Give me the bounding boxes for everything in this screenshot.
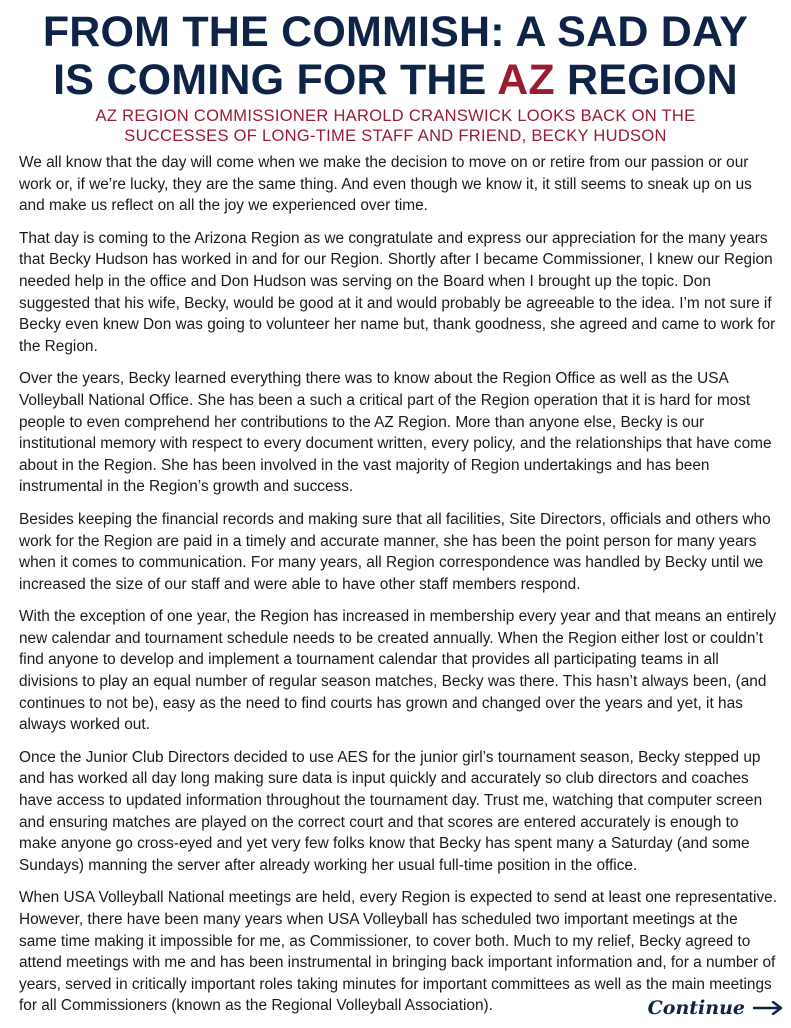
paragraph-2: That day is coming to the Arizona Region as we congratulate and express our appreciation for the many years that Becky Hudson has worked in and for our Region. Shortly after I became Commissioner, I knew our Region needed help in the office and Don Hudson was serving on the Board when I brought up the topic. Don suggested that his wife, Becky, would be good at it and would probably be agreeable to the idea. I’m not sure if Becky even knew Don was going to volunteer her name but, thank goodness, she agreed and came to work for the Region. xyxy=(19,229,776,355)
right-arrow-icon xyxy=(753,1001,783,1015)
title-line-1: FROM THE COMMISH: A SAD DAY xyxy=(42,8,749,56)
paragraph-7: When USA Volleyball National meetings are held, every Region is expected to send at least one representative. However, there have been many years when USA Volleyball has scheduled two important meetings at the same time making it impossible for me, as Commissioner, to cover both. Much to my relief, Becky agreed to attend meetings with me and has been instrumental in bringing back important information and, for a number of years, served in critically important roles taking minutes for important committees as well as the main meetings for all Commissioners (known as the Regional Volleyball Association). xyxy=(19,889,778,1015)
paragraph-3: Over the years, Becky learned everything there was to know about the Region Office as well as the USA Volleyball National Office. She has been a such a critical part of the Region operation that it is hard for most people to even comprehend her contributions to the AZ Region. More than anyone else, Becky is our institutional memory with respect to every document written, every policy, and the relationships that have come about in the Region. She has been involved in the vast majority of Region undertakings and has been instrumental in the Region’s growth and success. xyxy=(19,370,772,496)
subtitle-line-2: SUCCESSES OF LONG-TIME STAFF AND FRIEND, BECKY HUDSON xyxy=(124,127,667,145)
paragraph-5: With the exception of one year, the Region has increased in membership every year and that means an entirely new calendar and tournament schedule needs to be created annually. When the Region either lost or couldn’t find anyone to develop and implement a tournament calendar that provides all participating teams in all divisions to play an equal number of regular season matches, Becky was there. This hasn’t always been, (and continues to not be), easy as the need to find courts has grown and changed over the years and yet, it has always worked out. xyxy=(19,608,777,734)
paragraph-1: We all know that the day will come when we make the decision to move on or retire from our passion or our work or, if we’re lucky, they are the same thing. And even though we know it, it still seems to sneak up on us and make us reflect on all the joy we experienced over time. xyxy=(19,154,752,215)
paragraph-6: Once the Junior Club Directors decided to use AES for the junior girl’s tournament season, Becky stepped up and has worked all day long making sure data is input quickly and accurately so club directors and coaches have access to updated information throughout the tournament day. Trust me, watching that computer screen and ensuring matches are played on the correct court and that scores are entered accurately is enough to make anyone go cross-eyed and yet very few folks know that Becky has spent many a Saturday (and some Sundays) manning the server after already working her usual full-time position in the office. xyxy=(19,748,763,874)
article-body xyxy=(19,152,779,1028)
continue-label: Continue xyxy=(647,997,745,1019)
title-accent-az: AZ xyxy=(497,56,555,104)
continue-link[interactable] xyxy=(648,994,783,1022)
title-line-2-start: IS COMING FOR THE xyxy=(53,56,487,104)
subtitle-line-1: AZ REGION COMMISSIONER HAROLD CRANSWICK LOOKS BACK ON THE xyxy=(95,107,696,125)
page-title xyxy=(0,8,791,104)
title-line-2-end: REGION xyxy=(567,56,738,104)
paragraph-4: Besides keeping the financial records and making sure that all facilities, Site Directors, officials and others who work for the Region are paid in a timely and accurate manner, she has been the point person for many years when it comes to communication. For many years, all Region correspondence was handled by Becky until we increased the size of our staff and were able to have other staff members respond. xyxy=(19,510,771,593)
subtitle xyxy=(0,106,791,146)
